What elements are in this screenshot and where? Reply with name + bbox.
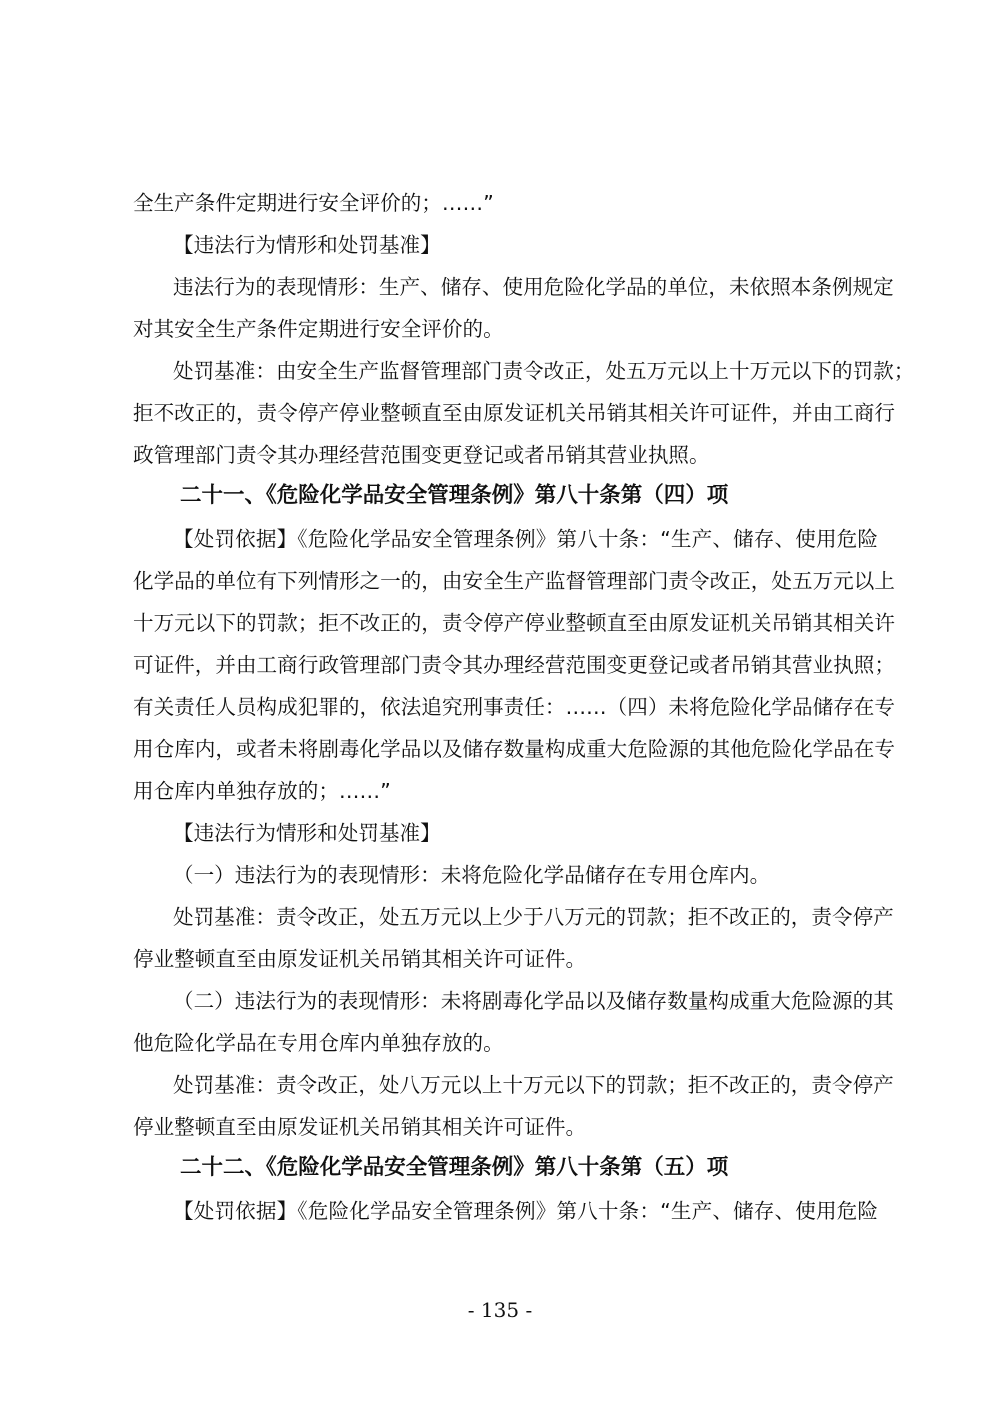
- text-line: 十万元以下的罚款；拒不改正的，责令停产停业整顿直至由原发证机关吊销其相关许: [133, 611, 895, 635]
- text-line: 他危险化学品在专用仓库内单独存放的。: [133, 1031, 504, 1055]
- page-number: - 135 -: [467, 1298, 533, 1322]
- text-line: 停业整顿直至由原发证机关吊销其相关许可证件。: [133, 1115, 587, 1139]
- section-heading: 二十一、《危险化学品安全管理条例》第八十条第（四）项: [180, 483, 729, 508]
- text-line: 处罚基准：责令改正，处八万元以上十万元以下的罚款；拒不改正的，责令停产: [173, 1073, 894, 1097]
- section-label: 【违法行为情形和处罚基准】: [173, 821, 441, 845]
- text-line: 【处罚依据】《危险化学品安全管理条例》第八十条：“生产、储存、使用危险: [173, 1199, 878, 1223]
- text-line: 处罚基准：由安全生产监督管理部门责令改正，处五万元以上十万元以下的罚款；: [173, 359, 915, 383]
- text-line: 政管理部门责令其办理经营范围变更登记或者吊销其营业执照。: [133, 443, 710, 467]
- text-line: （二）违法行为的表现情形：未将剧毒化学品以及储存数量构成重大危险源的其: [173, 989, 894, 1013]
- text-line: 停业整顿直至由原发证机关吊销其相关许可证件。: [133, 947, 587, 971]
- text-line: 对其安全生产条件定期进行安全评价的。: [133, 317, 504, 341]
- text-line: 违法行为的表现情形：生产、储存、使用危险化学品的单位，未依照本条例规定: [173, 275, 894, 299]
- text-line: （一）违法行为的表现情形：未将危险化学品储存在专用仓库内。: [173, 863, 771, 887]
- text-line: 化学品的单位有下列情形之一的，由安全生产监督管理部门责令改正，处五万元以上: [133, 569, 895, 593]
- section-label: 【违法行为情形和处罚基准】: [173, 233, 441, 257]
- text-line: 用仓库内，或者未将剧毒化学品以及储存数量构成重大危险源的其他危险化学品在专: [133, 737, 895, 761]
- text-line: 拒不改正的，责令停产停业整顿直至由原发证机关吊销其相关许可证件，并由工商行: [133, 401, 895, 425]
- text-line: 可证件，并由工商行政管理部门责令其办理经营范围变更登记或者吊销其营业执照；: [133, 653, 895, 677]
- text-line: 有关责任人员构成犯罪的，依法追究刑事责任：……（四）未将危险化学品储存在专: [133, 695, 895, 719]
- text-line: 【处罚依据】《危险化学品安全管理条例》第八十条：“生产、储存、使用危险: [173, 527, 878, 551]
- text-line: 处罚基准：责令改正，处五万元以上少于八万元的罚款；拒不改正的，责令停产: [173, 905, 894, 929]
- text-line: 全生产条件定期进行安全评价的；……”: [133, 191, 494, 215]
- section-heading: 二十二、《危险化学品安全管理条例》第八十条第（五）项: [180, 1155, 729, 1180]
- text-line: 用仓库内单独存放的；……”: [133, 779, 391, 803]
